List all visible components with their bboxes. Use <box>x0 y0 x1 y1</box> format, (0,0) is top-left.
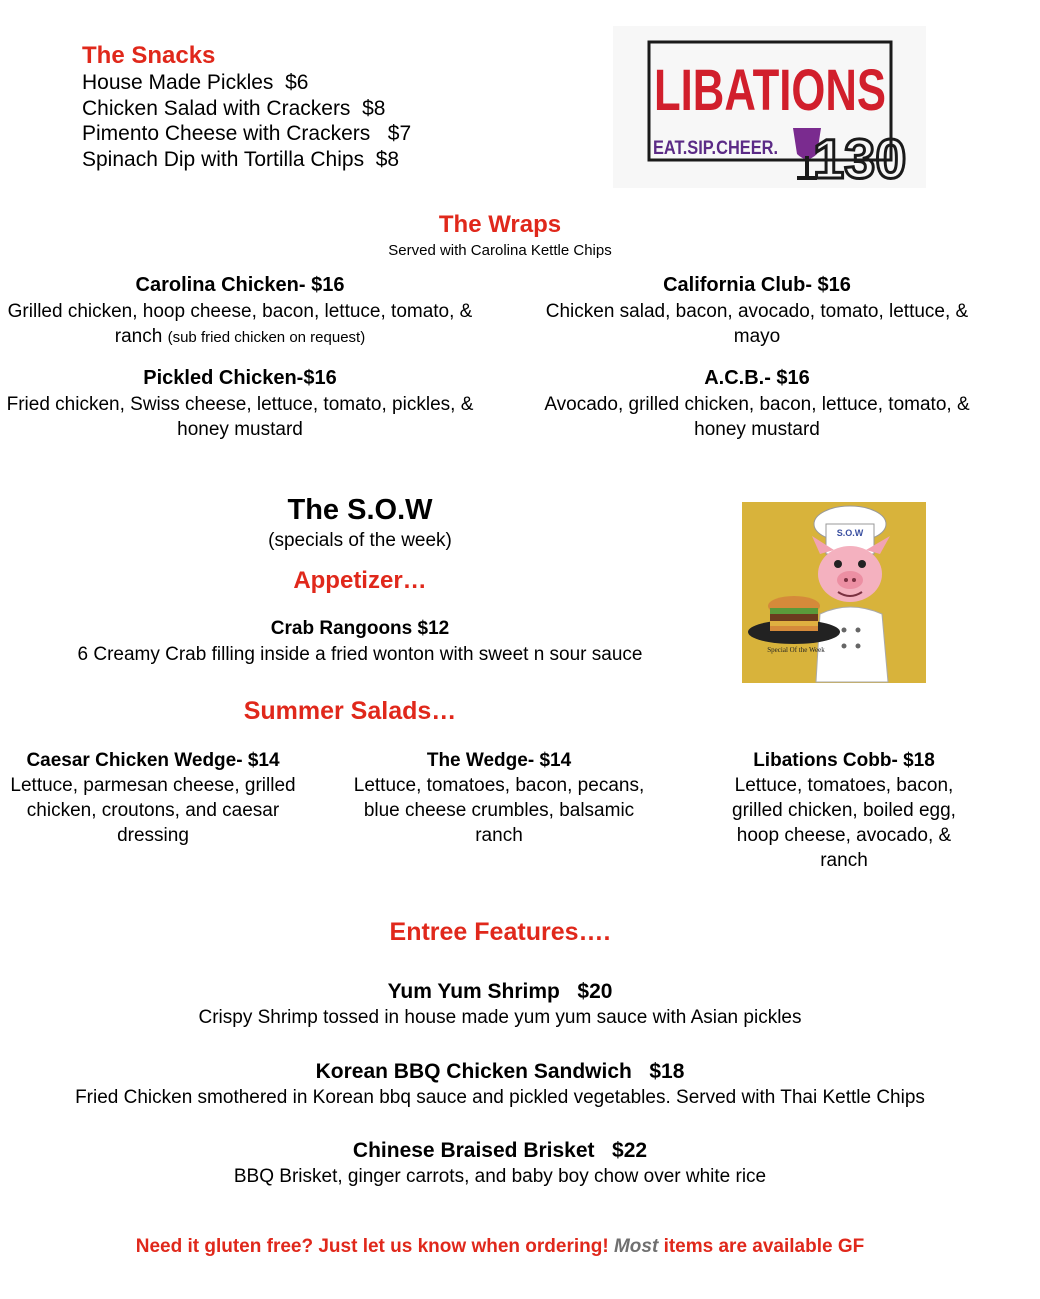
wrap-name: A.C.B.- $16 <box>704 367 810 389</box>
salad-name: The Wedge- $14 <box>426 750 572 771</box>
appetizer-name: Crab Rangoons $12 <box>270 618 450 639</box>
gf-note-part1: Need it gluten free? Just let us know when ordering! <box>135 1236 614 1257</box>
wrap-item <box>5 272 475 350</box>
wrap-desc: Avocado, grilled chicken, bacon, lettuce, tomato, & honey mustard <box>544 394 970 440</box>
salad-name: Libations Cobb- $18 <box>753 750 935 771</box>
wrap-desc <box>5 299 475 350</box>
gf-note-part2: items are available GF <box>658 1236 865 1257</box>
entree-desc: Crispy Shrimp tossed in house made yum yum sauce with Asian pickles <box>198 1007 802 1028</box>
wraps-subtitle: Served with Carolina Kettle Chips <box>388 242 612 259</box>
appetizer-desc: 6 Creamy Crab filling inside a fried wonton with sweet n sour sauce <box>77 644 643 665</box>
sow-subtitle: (specials of the week) <box>268 530 452 551</box>
salad-item <box>0 748 313 848</box>
appetizer-heading: Appetizer… <box>293 567 427 594</box>
salad-desc: Lettuce, tomatoes, bacon, grilled chicken, boiled egg, hoop cheese, avocado, & ranch <box>732 775 956 871</box>
wraps-heading: The Wraps <box>438 211 562 238</box>
wrap-name: California Club- $16 <box>663 274 851 296</box>
snacks-section <box>82 42 411 172</box>
salad-desc: Lettuce, parmesan cheese, grilled chicken, croutons, and caesar dressing <box>10 775 296 846</box>
wrap-desc-text: Grilled chicken, hoop cheese, bacon, lettuce, tomato, & ranch <box>7 301 473 347</box>
gf-note-most: Most <box>613 1236 659 1257</box>
entree-item <box>0 978 1000 1030</box>
wrap-name: Pickled Chicken-$16 <box>143 367 337 389</box>
wrap-name: Carolina Chicken- $16 <box>135 274 345 296</box>
wrap-item <box>522 365 992 442</box>
wrap-desc: Chicken salad, bacon, avocado, tomato, lettuce, & mayo <box>545 301 969 347</box>
salad-name: Caesar Chicken Wedge- $14 <box>26 750 280 771</box>
entrees-heading: Entree Features…. <box>389 918 611 946</box>
salad-desc: Lettuce, tomatoes, bacon, pecans, blue cheese crumbles, balsamic ranch <box>353 775 645 846</box>
entree-desc: Fried Chicken smothered in Korean bbq sauce and pickled vegetables. Served with Thai Kettle Chips <box>75 1087 925 1108</box>
entree-item <box>0 1137 1000 1189</box>
logo-graphic <box>613 26 926 188</box>
sow-heading: The S.O.W <box>287 494 433 526</box>
snacks-heading: The Snacks <box>82 42 216 69</box>
snack-item: House Made Pickles $6 <box>82 71 309 94</box>
wrap-note: (sub fried chicken on request) <box>167 329 366 346</box>
entree-name: Korean BBQ Chicken Sandwich $18 <box>315 1060 685 1083</box>
entree-desc: BBQ Brisket, ginger carrots, and baby boy chow over white rice <box>233 1166 767 1187</box>
logo-brand: LIBATIONS <box>654 58 886 123</box>
hat-text: S.O.W <box>836 528 864 538</box>
chef-pig-icon <box>742 502 926 683</box>
salad-item <box>339 748 659 848</box>
salad-item <box>684 748 1004 873</box>
entree-name: Yum Yum Shrimp $20 <box>387 980 613 1003</box>
libations-logo <box>613 26 926 188</box>
snack-item: Pimento Cheese with Crackers $7 <box>82 122 412 145</box>
wrap-desc: Fried chicken, Swiss cheese, lettuce, tomato, pickles, & honey mustard <box>6 394 474 440</box>
wrap-item <box>522 272 992 349</box>
salads-heading: Summer Salads… <box>243 697 457 725</box>
entree-name: Chinese Braised Brisket $22 <box>352 1139 648 1162</box>
logo-tagline: EAT.SIP.CHEER. <box>653 138 778 159</box>
snack-item: Spinach Dip with Tortilla Chips $8 <box>82 147 400 171</box>
logo-number: 130 <box>813 127 907 190</box>
gluten-free-note <box>0 1236 1000 1258</box>
plate-text: Special Of the Week <box>767 646 825 654</box>
snack-item: Chicken Salad with Crackers $8 <box>82 96 386 120</box>
wrap-item <box>5 365 475 442</box>
entree-item <box>0 1058 1000 1110</box>
sow-chef-pig-image <box>742 502 926 683</box>
